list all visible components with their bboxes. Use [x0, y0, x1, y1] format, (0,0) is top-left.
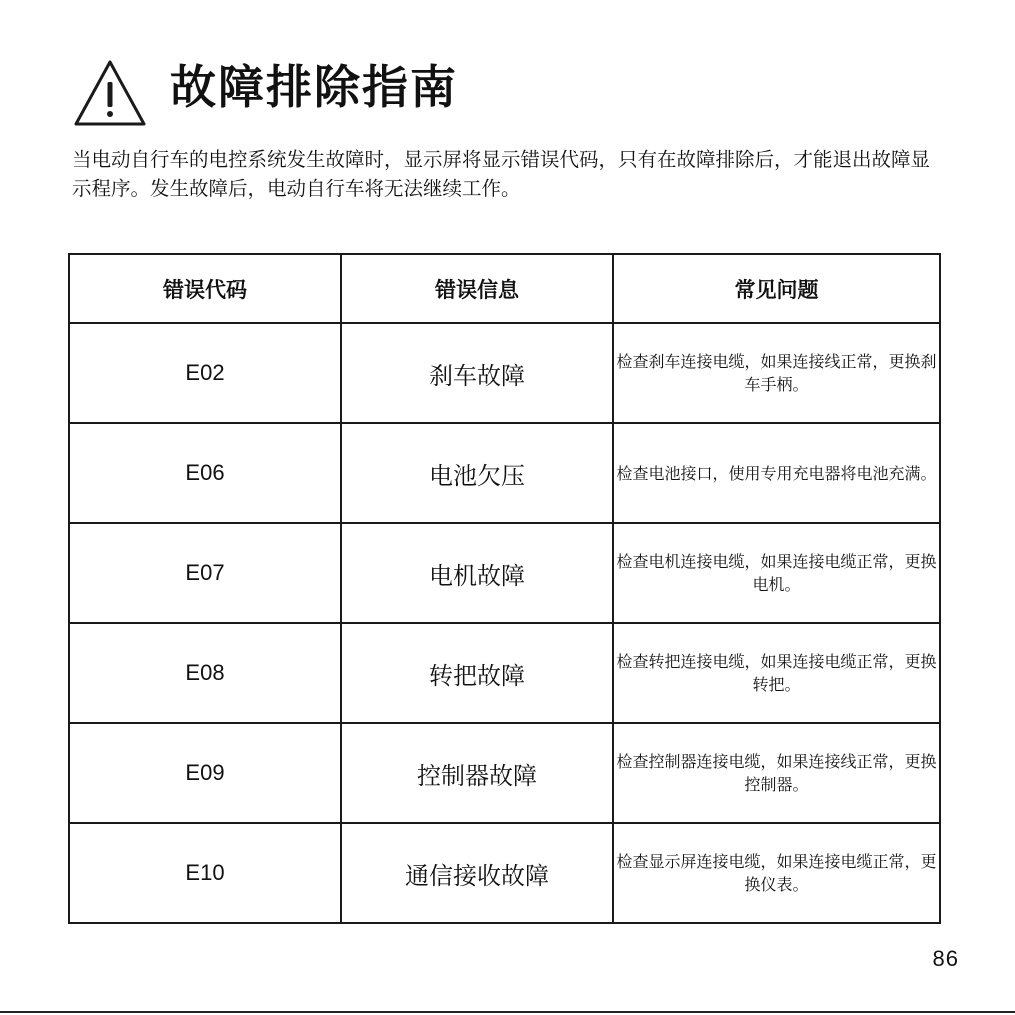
- error-info-cell: 刹车故障: [341, 323, 613, 423]
- error-code-cell: E09: [69, 723, 341, 823]
- issue-cell: 检查刹车连接电缆，如果连接线正常，更换刹车手柄。: [613, 323, 940, 423]
- table-header-row: [69, 254, 940, 323]
- table-row: [69, 423, 940, 523]
- error-code-table: [68, 253, 941, 924]
- header-error-code: 错误代码: [69, 254, 341, 323]
- header-common-issue: 常见问题: [613, 254, 940, 323]
- issue-cell: 检查控制器连接电缆，如果连接线正常，更换控制器。: [613, 723, 940, 823]
- error-code-cell: E02: [69, 323, 341, 423]
- error-code-cell: E07: [69, 523, 341, 623]
- error-info-cell: 电池欠压: [341, 423, 613, 523]
- issue-cell: 检查转把连接电缆，如果连接电缆正常，更换转把。: [613, 623, 940, 723]
- issue-cell: 检查电机连接电缆，如果连接电缆正常，更换电机。: [613, 523, 940, 623]
- header-error-info: 错误信息: [341, 254, 613, 323]
- error-info-cell: 控制器故障: [341, 723, 613, 823]
- error-info-cell: 通信接收故障: [341, 823, 613, 923]
- error-info-cell: 转把故障: [341, 623, 613, 723]
- table-row: [69, 523, 940, 623]
- table-row: [69, 623, 940, 723]
- issue-cell: 检查显示屏连接电缆，如果连接电缆正常，更换仪表。: [613, 823, 940, 923]
- error-code-cell: E10: [69, 823, 341, 923]
- table-row: [69, 723, 940, 823]
- warning-triangle-icon: [72, 58, 148, 128]
- page-number: 86: [932, 946, 959, 971]
- error-code-cell: E08: [69, 623, 341, 723]
- table-row: [69, 823, 940, 923]
- error-code-cell: E06: [69, 423, 341, 523]
- issue-cell: 检查电池接口，使用专用充电器将电池充满。: [613, 423, 940, 523]
- table-row: [69, 323, 940, 423]
- error-info-cell: 电机故障: [341, 523, 613, 623]
- intro-paragraph: 当电动自行车的电控系统发生故障时，显示屏将显示错误代码，只有在故障排除后，才能退出故障显示程序。发生故障后，电动自行车将无法继续工作。: [72, 148, 931, 200]
- bottom-divider: [0, 1011, 1015, 1013]
- page-title: 故障排除指南: [170, 60, 458, 114]
